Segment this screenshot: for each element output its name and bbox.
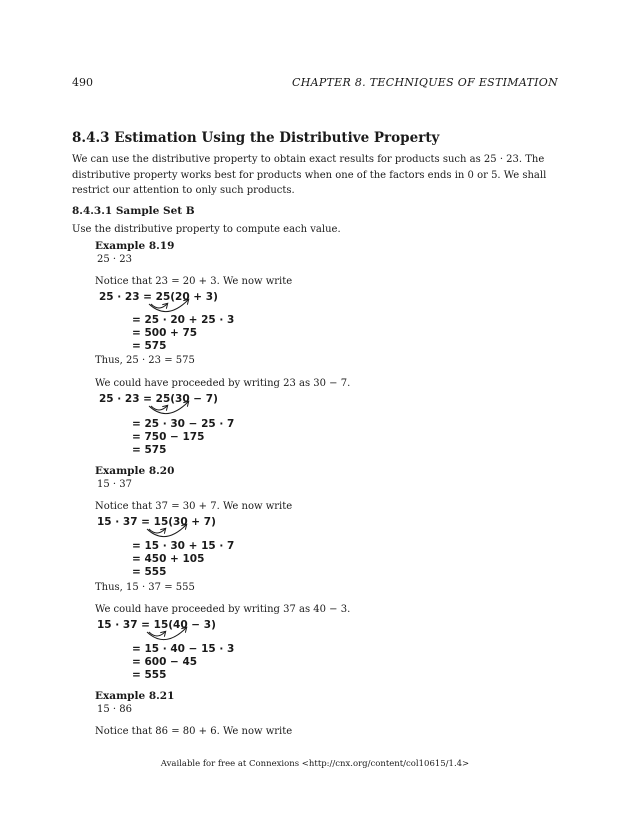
example-notice: Notice that 86 = 80 + 6. We now write: [95, 726, 293, 737]
section-intro: We can use the distributive property to obtain exact results for products such as 25 · 23. The distributive property works best for products when one of the factors ends in 0 or 5. We shall restrict our attention to only such products.: [72, 154, 547, 196]
chapter-header: CHAPTER 8. TECHNIQUES OF ESTIMATION: [291, 76, 558, 89]
computation-step: = 25 · 20 + 25 · 3: [132, 314, 235, 326]
example-notice: Notice that 37 = 30 + 7. We now write: [95, 501, 293, 512]
computation-step: = 555: [132, 669, 167, 681]
example-alternate: We could have proceeded by writing 23 as 30 − 7.: [95, 378, 351, 389]
example-problem: 15 · 86: [97, 704, 132, 715]
computation-step: = 750 − 175: [132, 431, 205, 443]
computation-step: = 555: [132, 566, 167, 578]
example-problem: 15 · 37: [97, 479, 132, 490]
section-title: 8.4.3 Estimation Using the Distributive Property: [72, 130, 440, 146]
computation-step: = 575: [132, 340, 167, 352]
computation-step: = 500 + 75: [132, 327, 198, 339]
distributive-expansion: 25 · 23 = 25(20 + 3): [99, 291, 218, 303]
distribution-arc: [151, 304, 167, 308]
distributive-expansion: 25 · 23 = 25(30 − 7): [99, 393, 218, 405]
computation-step: = 575: [132, 444, 167, 456]
page-footer: Available for free at Connexions <http://cnx.org/content/col10615/1.4>: [160, 759, 470, 769]
example-notice: Notice that 23 = 20 + 3. We now write: [95, 276, 293, 287]
example-conclusion: Thus, 15 · 37 = 555: [95, 582, 195, 593]
distribution-arc: [149, 529, 165, 533]
sample-set-instruction: Use the distributive property to compute each value.: [72, 224, 341, 235]
distribution-arc: [149, 632, 165, 636]
computation-step: = 450 + 105: [132, 553, 205, 565]
sample-set-title: 8.4.3.1 Sample Set B: [72, 205, 195, 217]
computation-step: = 600 − 45: [132, 656, 198, 668]
page-number: 490: [72, 76, 93, 89]
distribution-arc: [151, 406, 167, 410]
computation-step: = 15 · 30 + 15 · 7: [132, 540, 235, 552]
example-heading: Example 8.21: [95, 690, 175, 702]
example-alternate: We could have proceeded by writing 37 as 40 − 3.: [95, 604, 351, 615]
example-heading: Example 8.20: [95, 465, 175, 477]
example-heading: Example 8.19: [95, 240, 175, 252]
distributive-expansion: 15 · 37 = 15(40 − 3): [97, 619, 216, 631]
example-conclusion: Thus, 25 · 23 = 575: [95, 355, 195, 366]
computation-step: = 25 · 30 − 25 · 7: [132, 418, 235, 430]
distributive-expansion: 15 · 37 = 15(30 + 7): [97, 516, 216, 528]
computation-step: = 15 · 40 − 15 · 3: [132, 643, 235, 655]
example-problem: 25 · 23: [97, 254, 132, 265]
